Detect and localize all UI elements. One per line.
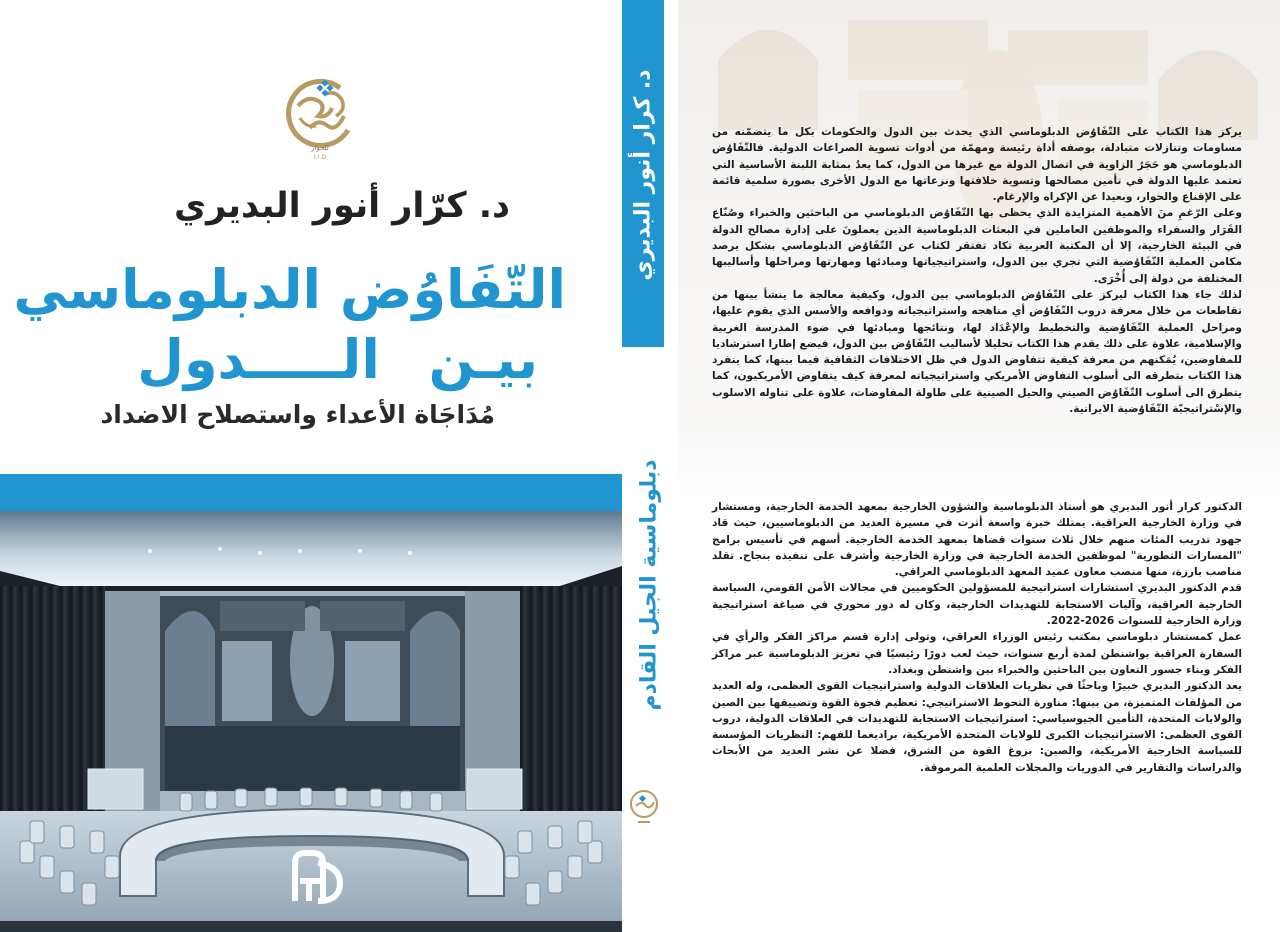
book-title-line-2: بيـن الـــــدول	[137, 328, 538, 391]
book-description	[712, 124, 1242, 417]
spine-author-name: د. كرار أنور البديري	[630, 69, 656, 281]
book-subtitle: مُدَاجَاة الأعداء واستصلاح الاضداد	[100, 400, 495, 429]
description-paragraph: لذلك جاء هذا الكتاب ليركز على التّفَاوُض الدبلوماسي بين الدول، وكيفية معالجة ما ينشأ بينها من تقاطعات من خلال معرفة دروب التّفَاوُض أي مناهجه واستراتيجياته ودوافعه والأسس الذي يقوم عليها، ومراحل العملية التّفَاوُضية والتخطيط والإعْدَاد لها، ونتائجها ومبادئها في ضوء المدرسة الغربية والإسلامية، علاوة على ذلك يقدم هذا الكتاب تحليلا لأساليب التّفَاوُض بين الدول، فيضع إطارا استرشاديا للمفاوضين، يُمَكنهم من معرفة كيفية تتفاوض الدول في ظل الاختلافات الثقافية فيما بينها، كما ينفرد هذا الكتاب بتطرقه الى أسلوب التفاوض الأمريكي واستراتيجياته لمعرفة كيف يتفاوض الأمريكيون، كما يتطرق الى أسلوب التّفَاوُض الصيني والحيل الصينية على طاولة المفاوضات، علاوة على تناوله الاسلوب والإسْتراتيجيّة التّفَاوُضية الايرانية.	[712, 288, 1242, 416]
spine-series-title: دبلوماسية الجيل القادم	[636, 459, 662, 711]
author-biography	[712, 499, 1242, 776]
un-security-council-chamber-photo	[0, 511, 622, 932]
author-name: د. كرّار أنور البديري	[174, 186, 510, 226]
book-spine	[622, 0, 678, 932]
accent-band	[0, 474, 622, 511]
biography-paragraph: عمل كمستشار دبلوماسي بمكتب رئيس الوزراء العراقي، وتولى إدارة قسم مراكز الفكر والرأي في السفارة العراقية بواشنطن لمدة أربع سنوات، حيث لعب دورًا رئيسيًا في تعزيز الدبلوماسية عبر مراكز الفكر وبناء جسور التعاون بين الباحثين والخبراء بين واشنطن وبغداد.	[712, 631, 1242, 676]
logo-arabic-text: للحوار	[311, 144, 329, 152]
institute-calligraphy-logo	[270, 66, 370, 162]
back-cover	[678, 0, 1280, 932]
description-paragraph: وعلى الرّغمِ منَ الأهمية المتزايدة الذي يحظى بها التّفَاوُض الدبلوماسي من الباحثين والخبراء وصُنّاع القَرَار والسفراء والموظفين العاملين في البعثات الدبلوماسية الذين يعملونَ على إدارة مصالح الدولة في البيئة الخارجية، إلا أن المكتبة العربية تكاد تفتقر لكتاب عن التّفَاوُض الدبلوماسي بشكل يرصد مكامن العملية التّفَاوُضية التي تجري بين الدول، واستراتيجياتها ومبادئها ومهارتها ومراحلها وأساليبها المختلفة من دولة إلى أُخْرَى.	[712, 207, 1242, 285]
book-title-line-1: التّفَاوُض الدبلوماسي	[13, 258, 566, 321]
description-paragraph: يركز هذا الكتاب على التّفَاوُض الدبلوماسي الذي يحدث بين الدول والحكومات بكل ما يتضمّنه من مساومات وتنازلات متبادلة، بوصفه أداة رئيسة ومهمّة من أدوات تسوية الصراعات الدولية. فالتّفَاوُض الدبلوماسي هو حَجَرُ الزاوية في اتصال الدولة مع غيرها من الدول، كما يعدُ بمثابة اللبنة الأساسية التي تعتمد عليها الدولة في تأمين مصالحها وتسوية خلافتها ونزعاتها مع الدول الأخرى بصورة سلمية قائمة على الإقناع والحوار، وبعيدا عن الإكراه والإرغام.	[712, 126, 1242, 204]
institute-calligraphy-logo-small	[626, 788, 662, 828]
biography-paragraph: الدكتور كرار أنور البديري هو أستاذ الدبلوماسية والشؤون الخارجية بمعهد الخدمة الخارجية، ومستشار في وزارة الخارجية العراقية. يمتلك خبرة واسعة أثرت في مسيرة العديد من الدبلوماسيين، حيث قاد جهود تدريب المئات منهم خلال ثلاث سنوات قضاها بمعهد الخدمة الخارجية. أسهم في تأسيس برامج "المسارات التطورية" لموظفين الخدمة الخارجية في وزارة الخارجية وأشرف على تنفيذه بنجاح. تقلد مناصب بارزة، منها منصب معاون عميد المعهد الدبلوماسي العراقي.	[712, 501, 1242, 579]
logo-latin-text: I.I.D	[314, 154, 326, 161]
biography-paragraph: يعد الدكتور البديري خبيرًا وباحثًا في نظريات العلاقات الدولية واستراتيجيات القوى العظمى، وله العديد من المؤلفات المتميزة، من بينها: مناورة التحوط الاستراتيجي: تعظيم فجوة القوة وتضييقها بين الصين والولايات المتحدة، التأمين الجيوسياسي: استراتيجيات الاستجابة للتهديدات في العلاقات الدولية، دروب القوى العظمى: الاستراتيجيات الكبرى للولايات المتحدة الأمريكية، براديغما للفهم: النظريات المؤسسة للسياسة الخارجية الأمريكية، والصين: بزوغ القوة من الشرق، فضلا عن نشر العديد من الأبحاث والدراسات والتقارير في الدوريات والمجلات العلمية المرموقة.	[712, 680, 1242, 774]
front-cover	[0, 0, 622, 932]
biography-paragraph: قدم الدكتور البديري استشارات استراتيجية للمسؤولين الحكوميين في مجالات الأمن القومي، السياسة الخارجية العراقية، وآليات الاستجابة للتهديدات الخارجية، وكان له دور محوري في صياغة استراتيجية وزارة الخارجية للسنوات 2026-2022.	[712, 582, 1242, 628]
